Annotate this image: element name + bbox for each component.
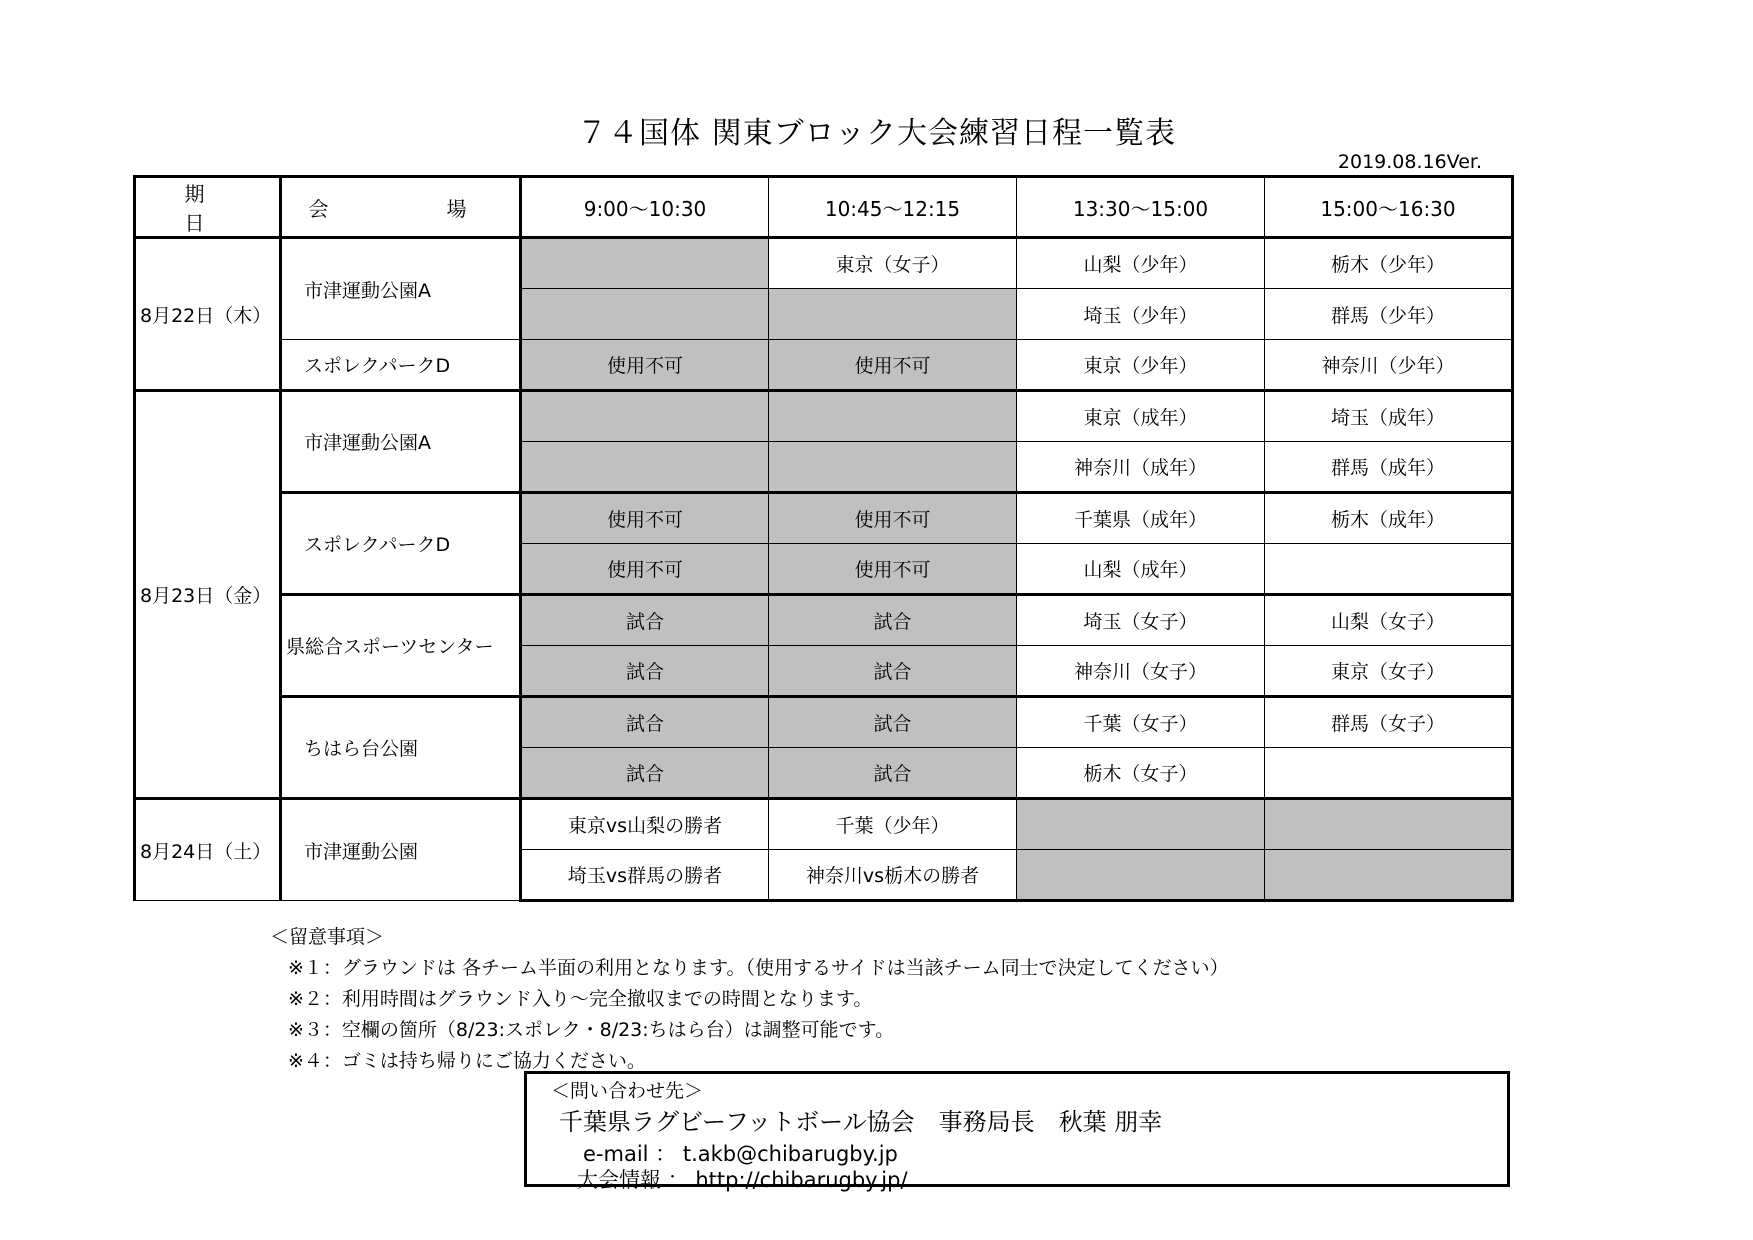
table-row bbox=[135, 799, 1513, 850]
note-item: ※２：利用時間はグラウンド入り～完全撤収までの時間となります。 bbox=[288, 988, 873, 1010]
header-slot-3: 13:30～15:00 bbox=[1017, 177, 1265, 238]
contact-heading: ＜問い合わせ先＞ bbox=[551, 1080, 704, 1102]
slot-cell: 試合 bbox=[769, 646, 1017, 697]
slot-cell: 千葉（女子） bbox=[1017, 697, 1265, 748]
slot-cell: 栃木（少年） bbox=[1265, 238, 1513, 289]
table-row bbox=[135, 697, 1513, 748]
slot-cell: 山梨（成年） bbox=[1017, 544, 1265, 595]
slot-cell: 使用不可 bbox=[521, 340, 769, 391]
slot-cell: 試合 bbox=[769, 748, 1017, 799]
contact-organization: 千葉県ラグビーフットボール協会 事務局長 秋葉 朋幸 bbox=[559, 1108, 1163, 1136]
slot-cell: 群馬（成年） bbox=[1265, 442, 1513, 493]
slot-cell bbox=[521, 238, 769, 289]
slot-cell: 使用不可 bbox=[521, 544, 769, 595]
header-slot-2: 10:45～12:15 bbox=[769, 177, 1017, 238]
table-row bbox=[135, 595, 1513, 646]
day-cell-0822: 8月22日（木） bbox=[135, 238, 281, 391]
contact-box bbox=[524, 1071, 1510, 1192]
slot-cell: 埼玉（少年） bbox=[1017, 289, 1265, 340]
slot-cell bbox=[1265, 544, 1513, 595]
slot-cell: 東京（女子） bbox=[1265, 646, 1513, 697]
slot-cell: 試合 bbox=[769, 595, 1017, 646]
slot-cell: 千葉県（成年） bbox=[1017, 493, 1265, 544]
slot-cell: 試合 bbox=[521, 646, 769, 697]
slot-cell: 山梨（少年） bbox=[1017, 238, 1265, 289]
slot-cell: 東京（少年） bbox=[1017, 340, 1265, 391]
slot-cell bbox=[521, 289, 769, 340]
slot-cell: 群馬（少年） bbox=[1265, 289, 1513, 340]
slot-cell: 使用不可 bbox=[521, 493, 769, 544]
slot-cell: 神奈川vs栃木の勝者 bbox=[769, 850, 1017, 901]
slot-cell bbox=[521, 442, 769, 493]
slot-cell: 神奈川（成年） bbox=[1017, 442, 1265, 493]
slot-cell: 試合 bbox=[521, 748, 769, 799]
table-row bbox=[135, 391, 1513, 442]
slot-cell: 使用不可 bbox=[769, 544, 1017, 595]
slot-cell: 栃木（成年） bbox=[1265, 493, 1513, 544]
note-item: ※１：グラウンドは 各チーム半面の利用となります。（使用するサイドは当該チーム同士で決定してください） bbox=[288, 957, 1229, 979]
table-row bbox=[135, 340, 1513, 391]
header-slot-4: 15:00～16:30 bbox=[1265, 177, 1513, 238]
venue-cell: 市津運動公園A bbox=[281, 238, 521, 340]
venue-cell: ちはら台公園 bbox=[281, 697, 521, 799]
slot-cell: 千葉（少年） bbox=[769, 799, 1017, 850]
slot-cell: 東京vs山梨の勝者 bbox=[521, 799, 769, 850]
day-cell-0824: 8月24日（土） bbox=[135, 799, 281, 901]
slot-cell: 東京（女子） bbox=[769, 238, 1017, 289]
slot-cell: 試合 bbox=[521, 697, 769, 748]
slot-cell bbox=[769, 289, 1017, 340]
slot-cell bbox=[1265, 799, 1513, 850]
slot-cell bbox=[1265, 748, 1513, 799]
slot-cell: 群馬（女子） bbox=[1265, 697, 1513, 748]
slot-cell: 使用不可 bbox=[769, 340, 1017, 391]
header-row bbox=[135, 177, 1513, 238]
note-item: ※３：空欄の箇所（8/23:スポレク・8/23:ちはら台）は調整可能です。 bbox=[288, 1019, 895, 1041]
venue-cell: 市津運動公園A bbox=[281, 391, 521, 493]
contact-website[interactable]: 大会情報 ： http://chibarugby.jp/ bbox=[577, 1168, 908, 1192]
table-row bbox=[135, 493, 1513, 544]
slot-cell: 栃木（女子） bbox=[1017, 748, 1265, 799]
slot-cell: 東京（成年） bbox=[1017, 391, 1265, 442]
header-slot-1: 9:00～10:30 bbox=[521, 177, 769, 238]
slot-cell: 埼玉（成年） bbox=[1265, 391, 1513, 442]
note-item: ※４：ゴミは持ち帰りにご協力ください。 bbox=[288, 1050, 646, 1072]
page-title: ７４国体 関東ブロック大会練習日程一覧表 bbox=[577, 116, 1176, 151]
venue-cell: スポレクパークD bbox=[281, 493, 521, 595]
schedule-table bbox=[133, 175, 1514, 902]
venue-cell: スポレクパークD bbox=[281, 340, 521, 391]
slot-cell bbox=[521, 391, 769, 442]
slot-cell bbox=[1017, 799, 1265, 850]
venue-cell: 市津運動公園 bbox=[281, 799, 521, 901]
slot-cell bbox=[1017, 850, 1265, 901]
table-row bbox=[135, 238, 1513, 289]
slot-cell: 埼玉vs群馬の勝者 bbox=[521, 850, 769, 901]
slot-cell: 山梨（女子） bbox=[1265, 595, 1513, 646]
slot-cell: 神奈川（少年） bbox=[1265, 340, 1513, 391]
notes-section bbox=[270, 922, 1229, 1077]
slot-cell bbox=[769, 442, 1017, 493]
slot-cell bbox=[769, 391, 1017, 442]
contact-email[interactable]: e-mail ： t.akb@chibarugby.jp bbox=[583, 1142, 898, 1166]
slot-cell: 使用不可 bbox=[769, 493, 1017, 544]
slot-cell: 神奈川（女子） bbox=[1017, 646, 1265, 697]
day-cell-0823: 8月23日（金） bbox=[135, 391, 281, 799]
slot-cell: 試合 bbox=[769, 697, 1017, 748]
header-venue: 会 場 bbox=[281, 177, 521, 238]
version-label: 2019.08.16Ver. bbox=[1337, 151, 1482, 173]
notes-heading: ＜留意事項＞ bbox=[270, 926, 385, 948]
venue-cell: 県総合スポーツセンター bbox=[281, 595, 521, 697]
slot-cell: 試合 bbox=[521, 595, 769, 646]
slot-cell: 埼玉（女子） bbox=[1017, 595, 1265, 646]
slot-cell bbox=[1265, 850, 1513, 901]
header-date: 期 日 bbox=[135, 177, 281, 238]
